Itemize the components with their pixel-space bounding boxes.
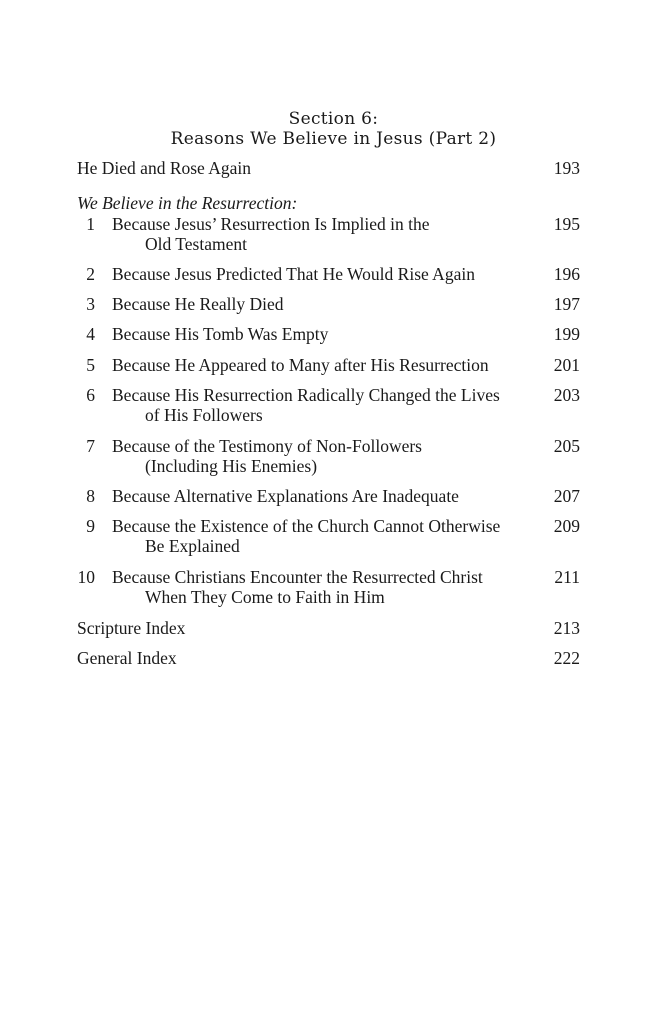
toc-item-page: 199 xyxy=(553,324,580,344)
toc-item-title: Because Christians Encounter the Resurrected Christ xyxy=(112,567,483,587)
toc-item-number: 8 xyxy=(86,486,95,506)
toc-item-page: 207 xyxy=(553,486,580,506)
scripture-index-page: 213 xyxy=(553,618,580,638)
section-title: Reasons We Believe in Jesus (Part 2) xyxy=(170,129,497,149)
toc-item-page: 211 xyxy=(554,567,580,587)
toc-item-page: 196 xyxy=(553,264,580,284)
toc-item-number: 1 xyxy=(86,214,95,234)
toc-item-page: 203 xyxy=(553,385,580,405)
toc-item-number: 5 xyxy=(86,355,95,375)
section-number: Section 6: xyxy=(288,109,379,129)
toc-item-title: Because His Resurrection Radically Changed the Lives xyxy=(112,385,500,405)
toc-item-page: 195 xyxy=(553,214,580,234)
toc-subheading: We Believe in the Resurrection: xyxy=(77,193,298,213)
toc-item-number: 6 xyxy=(86,385,95,405)
toc-item-title-continued: When They Come to Faith in Him xyxy=(145,587,385,607)
toc-item-number: 2 xyxy=(86,264,95,284)
toc-item-page: 197 xyxy=(553,294,580,314)
toc-item-number: 9 xyxy=(86,516,95,536)
toc-item-title-continued: Old Testament xyxy=(145,234,247,254)
toc-item-title: Because of the Testimony of Non-Followers xyxy=(112,436,422,456)
toc-item-page: 209 xyxy=(553,516,580,536)
toc-item-title: Because the Existence of the Church Cannot Otherwise xyxy=(112,516,501,536)
toc-item-title: Because He Really Died xyxy=(112,294,284,314)
toc-item-title-continued: of His Followers xyxy=(145,405,263,425)
toc-item-page: 205 xyxy=(553,436,580,456)
scripture-index-title: Scripture Index xyxy=(77,618,186,638)
toc-item-number: 3 xyxy=(86,294,95,314)
toc-item-title-continued: Be Explained xyxy=(145,536,240,556)
toc-item-number: 4 xyxy=(86,324,95,344)
general-index-page: 222 xyxy=(553,648,580,668)
toc-item-title: Because Alternative Explanations Are Inadequate xyxy=(112,486,459,506)
general-index-title: General Index xyxy=(77,648,177,668)
toc-item-title: Because His Tomb Was Empty xyxy=(112,324,329,344)
toc-item-number: 7 xyxy=(86,436,95,456)
toc-item-title: Because Jesus Predicted That He Would Rise Again xyxy=(112,264,475,284)
toc-item-title: Because He Appeared to Many after His Resurrection xyxy=(112,355,489,375)
toc-item-title: Because Jesus’ Resurrection Is Implied in the xyxy=(112,214,430,234)
toc-intro-page: 193 xyxy=(553,158,580,178)
toc-item-number: 10 xyxy=(77,567,95,587)
toc-intro-title: He Died and Rose Again xyxy=(77,158,251,178)
toc-item-title-continued: (Including His Enemies) xyxy=(145,456,318,476)
toc-item-page: 201 xyxy=(553,355,580,375)
